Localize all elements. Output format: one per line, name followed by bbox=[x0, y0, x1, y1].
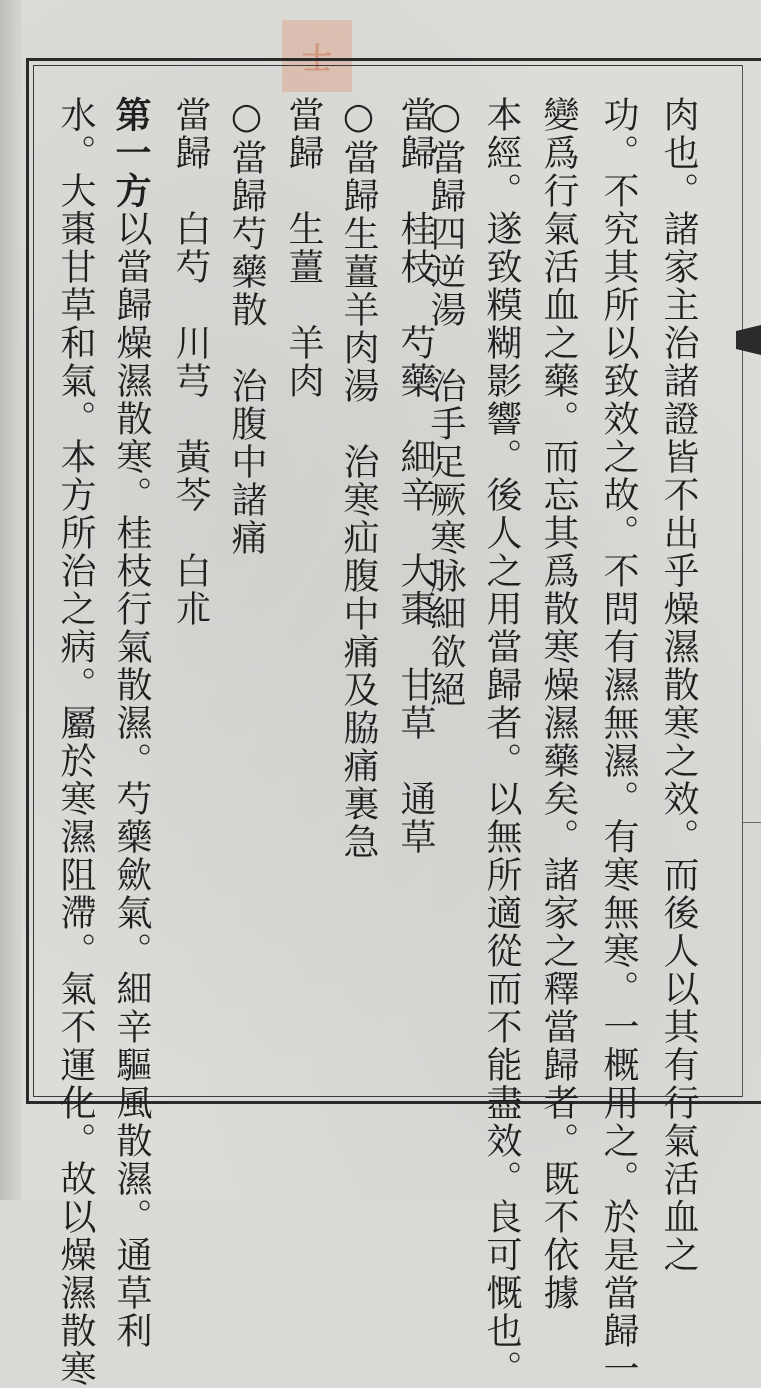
text-column-2: 功。不究其所以致效之故。不問有濕無濕。有寒無寒。一概用之。於是當歸一 bbox=[598, 96, 639, 1388]
bold-heading: 第一方 bbox=[110, 96, 152, 210]
text-column-1: 肉也。諸家主治諸證皆不出乎燥濕散寒之效。而後人以其有行氣活血之 bbox=[658, 96, 699, 1274]
text-column-7: ○當歸生薑羊肉湯 治寒疝腹中痛及脇痛裏急 bbox=[338, 96, 379, 861]
text-column-5: ○當歸四逆湯 治手足厥寒脉細欲絕 bbox=[425, 96, 466, 709]
text-column-11 bbox=[110, 96, 152, 1350]
text-column-10: 當歸 白芍 川芎 黃芩 白朮 bbox=[170, 96, 211, 628]
text-column-12: 水。大棗甘草和氣。本方所治之病。屬於寒濕阻滯。氣不運化。故以燥濕散寒 bbox=[55, 96, 96, 1388]
text-column-3: 變爲行氣活血之藥。而忘其爲散寒燥濕藥矣。諸家之釋當歸者。既不依據 bbox=[538, 96, 579, 1312]
text-column-9: ○當歸芍藥散 治腹中諸痛 bbox=[226, 96, 267, 557]
text-column-11-rest: 以當歸燥濕散寒。桂枝行氣散濕。芍藥歛氣。細辛驅風散濕。通草利 bbox=[111, 210, 152, 1350]
margin-tick bbox=[743, 822, 761, 823]
page-left-edge bbox=[0, 0, 22, 1200]
red-seal-stamp: 士 bbox=[282, 20, 352, 92]
text-column-6: 當歸 桂枝 芍藥 細辛 大棗 甘草 通草 bbox=[395, 96, 436, 856]
text-column-8: 當歸 生薑 羊肉 bbox=[283, 96, 324, 400]
text-column-4: 本經。遂致糢糊影響。後人之用當歸者。以無所適從而不能盡效。良可慨也。 bbox=[481, 96, 522, 1388]
right-rule bbox=[742, 65, 743, 1097]
